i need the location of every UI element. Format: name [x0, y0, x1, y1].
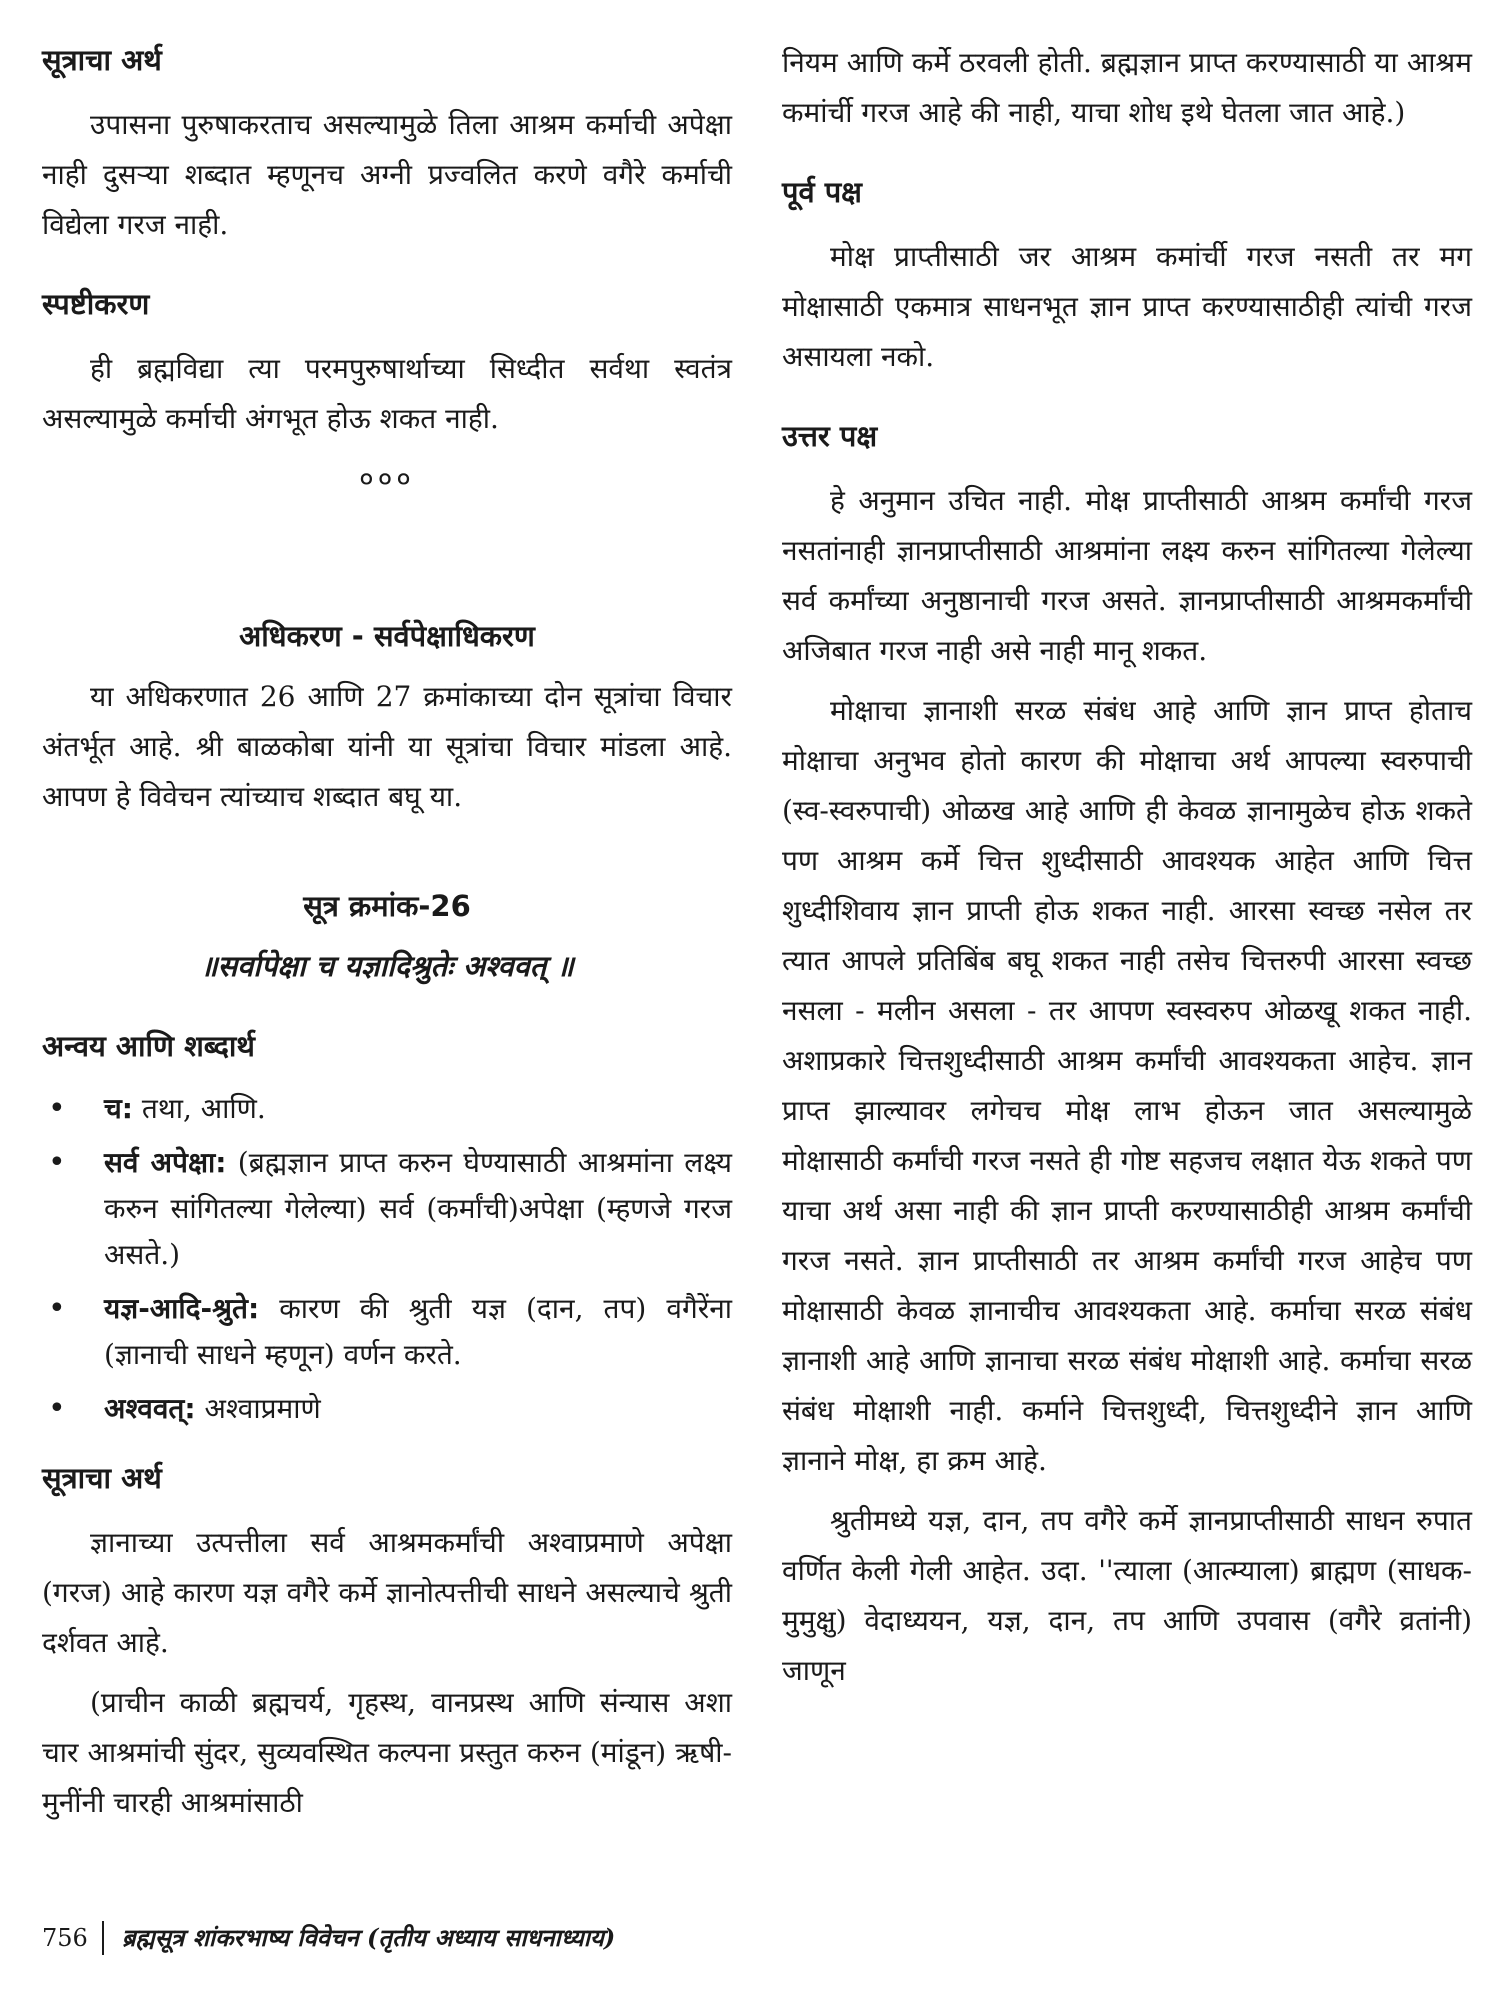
paragraph: नियम आणि कर्मे ठरवली होती. ब्रह्मज्ञान प्राप्त करण्यासाठी या आश्रम कमांर्ची गरज आहे की नाही, याचा शोध इथे घेतला जात आहे.) — [782, 46, 1472, 129]
heading-uttar-paksha: उत्तर पक्ष — [782, 419, 878, 453]
right-column — [782, 38, 1472, 1706]
paragraph: हे अनुमान उचित नाही. मोक्ष प्राप्तीसाठी आश्रम कर्मांची गरज नसतांनाही ज्ञानप्राप्तीसाठी आश्रमांना लक्ष्य करुन सांगितल्या गेलेल्या सर्व कर्मांच्या अनुष्ठानाची गरज असते. ज्ञानप्राप्तीसाठी आश्रमकर्मांची अजिबात गरज नाही असे नाही मानू शकत. — [782, 484, 1472, 667]
section-ornament: ००० — [359, 462, 415, 495]
bullet-icon: • — [48, 1091, 66, 1126]
list-item — [42, 1086, 732, 1132]
paragraph: श्रुतीमध्ये यज्ञ, दान, तप वगैरे कर्मे ज्ञानप्राप्तीसाठी साधन रुपात वर्णित केली गेली आहेत. उदा. ''त्याला (आत्म्याला) ब्राह्मण (साधक-मुमुक्षु) वेदाध्ययन, यज्ञ, दान, तप आणि उपवास (वगैरे व्रतांनी) जाणून — [782, 1504, 1472, 1687]
term-meaning: कारण की श्रुती यज्ञ (दान, तप) वगैरेंना (ज्ञानाची साधने म्हणून) वर्णन करते. — [104, 1292, 732, 1371]
bullet-icon: • — [48, 1145, 66, 1180]
bullet-icon: • — [48, 1391, 66, 1426]
heading-purva-paksha: पूर्व पक्ष — [782, 175, 862, 209]
list-item — [42, 1386, 732, 1432]
paragraph: मोक्षाचा ज्ञानाशी सरळ संबंध आहे आणि ज्ञान प्राप्त होताच मोक्षाचा अनुभव होतो कारण की मोक्षाचा अर्थ आपल्या स्वरुपाची (स्व-स्वरुपाची) ओळख आहे आणि ही केवळ ज्ञानामुळेच होऊ शकते पण आश्रम कर्मे चित्त शुध्दीसाठी आवश्यक आहेत आणि चित्त शुध्दीशिवाय ज्ञान प्राप्ती होऊ शकत नाही. आरसा स्वच्छ नसेल तर त्यात आपले प्रतिबिंब बघू शकत नाही तसेच चित्तरुपी आरसा स्वच्छ नसला - मलीन असला - तर आपण स्वस्वरुप ओळखू शकत नाही. अशाप्रकारे चित्तशुध्दीसाठी आश्रम कर्मांची आवश्यकता आहेच. ज्ञान प्राप्त झाल्यावर लगेचच मोक्ष लाभ होऊन जात असल्यामुळे मोक्षासाठी कर्मांची गरज नसते ही गोष्ट सहजच लक्षात येऊ शकते पण याचा अर्थ असा नाही की ज्ञान प्राप्ती करण्यासाठीही आश्रम कर्मांची गरज नसते. ज्ञान प्राप्तीसाठी तर आश्रम कर्मांची गरज आहेच पण मोक्षासाठी केवळ ज्ञानाचीच आवश्यकता आहे. कर्माचा सरळ संबंध ज्ञानाशी आहे आणि ज्ञानाचा सरळ संबंध मोक्षाशी आहे. कर्माचा सरळ संबंध मोक्षाशी नाही. कर्माने चित्तशुध्दी, चित्तशुध्दीने ज्ञान आणि ज्ञानाने मोक्ष, हा क्रम आहे. — [782, 694, 1472, 1477]
paragraph: या अधिकरणात 26 आणि 27 क्रमांकाच्या दोन सूत्रांचा विचार अंतर्भूत आहे. श्री बाळकोबा यांनी या सूत्रांचा विचार मांडला आहे. आपण हे विवेचन त्यांच्याच शब्दात बघू या. — [42, 680, 732, 813]
paragraph: ही ब्रह्मविद्या त्या परमपुरुषार्थाच्या सिध्दीत सर्वथा स्वतंत्र असल्यामुळे कर्माची अंगभूत होऊ शकत नाही. — [42, 352, 732, 435]
sutra-verse: ॥सर्वापेक्षा च यज्ञादिश्रुतेः अश्ववत् ॥ — [200, 949, 574, 983]
paragraph: मोक्ष प्राप्तीसाठी जर आश्रम कमांर्ची गरज नसती तर मग मोक्षासाठी एकमात्र साधनभूत ज्ञान प्राप्त करण्यासाठीही त्यांची गरज असायला नको. — [782, 240, 1472, 373]
term: अश्ववत्: — [104, 1392, 196, 1425]
bullet-icon: • — [48, 1291, 66, 1326]
list-item — [42, 1286, 732, 1378]
paragraph: (प्राचीन काळी ब्रह्मचर्य, गृहस्थ, वानप्रस्थ आणि संन्यास अशा चार आश्रमांची सुंदर, सुव्यवस्थित कल्पना प्रस्तुत करुन (मांडून) ऋषी-मुनींनी चारही आश्रमांसाठी — [42, 1686, 732, 1819]
footer-divider — [102, 1921, 104, 1955]
adhikaran-title: अधिकरण - सर्वपेक्षाधिकरण — [239, 619, 535, 653]
term-meaning: अश्वाप्रमाणे — [195, 1392, 321, 1425]
heading-anvaya: अन्वय आणि शब्दार्थ — [42, 1029, 255, 1063]
list-item — [42, 1140, 732, 1278]
left-column — [42, 38, 732, 1838]
term: च: — [104, 1092, 133, 1125]
word-meaning-list — [42, 1086, 732, 1432]
heading-sutra-meaning-2: सूत्राचा अर्थ — [42, 1461, 162, 1495]
paragraph: ज्ञानाच्या उत्पत्तीला सर्व आश्रमकर्मांची अश्वाप्रमाणे अपेक्षा (गरज) आहे कारण यज्ञ वगैरे कर्मे ज्ञानोत्पत्तीची साधने असल्याचे श्रुती दर्शवत आहे. — [42, 1526, 732, 1659]
book-title: ब्रह्मसूत्र शांकरभाष्य विवेचन (तृतीय अध्याय साधनाध्याय) — [121, 1923, 616, 1952]
heading-sutra-meaning: सूत्राचा अर्थ — [42, 43, 162, 77]
heading-clarification: स्पष्टीकरण — [42, 287, 150, 321]
term: सर्व अपेक्षा: — [104, 1146, 227, 1179]
page-footer — [42, 1918, 1042, 1958]
term-meaning: तथा, आणि. — [132, 1092, 266, 1125]
page-number: 756 — [42, 1924, 88, 1952]
sutra-number: सूत्र क्रमांक-26 — [303, 889, 471, 923]
term-meaning: (ब्रह्मज्ञान प्राप्त करुन घेण्यासाठी आश्रमांना लक्ष्य करुन सांगितल्या गेलेल्या) सर्व (कर्मांची)अपेक्षा (म्हणजे गरज असते.) — [104, 1146, 732, 1271]
paragraph: उपासना पुरुषाकरताच असल्यामुळे तिला आश्रम कर्माची अपेक्षा नाही दुसऱ्या शब्दात म्हणूनच अग्नी प्रज्वलित करणे वगैरे कर्माची विद्येला गरज नाही. — [42, 108, 732, 241]
term: यज्ञ-आदि-श्रुते: — [104, 1292, 260, 1325]
